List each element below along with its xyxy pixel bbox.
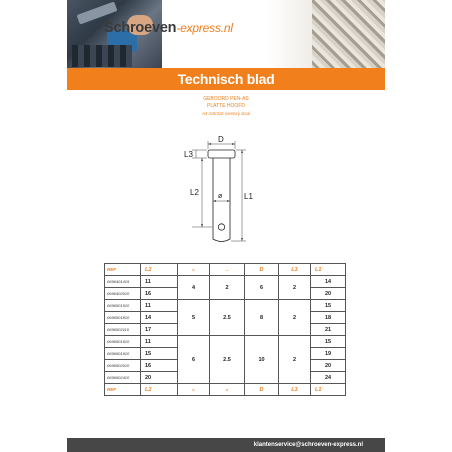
cell-ref: 0696501810 (105, 312, 141, 324)
label-l2: L2 (190, 188, 199, 197)
page-title: Technisch blad (177, 71, 275, 87)
label-phi: ø (218, 193, 223, 200)
cell-d: 6 (245, 276, 279, 300)
cell-l2: 11 (141, 300, 178, 312)
header-dash: — (210, 264, 245, 276)
cell-ref: 0696601910 (105, 348, 141, 360)
header-l2: L2 (141, 264, 178, 276)
cell-l1: 20 (311, 360, 346, 372)
cell-ref: 0696402010 (105, 288, 141, 300)
contact-email[interactable]: klantenservice@schroeven-express.nl (253, 442, 363, 448)
footer-l1: L1 (311, 384, 346, 396)
cell-l2: 15 (141, 348, 178, 360)
header-l1: L1 (311, 264, 346, 276)
cell-l1: 20 (311, 288, 346, 300)
footer-l2: L2 (141, 384, 178, 396)
screws-photo (312, 0, 385, 70)
cell-ref: 0696401415 (105, 276, 141, 288)
table-row (105, 336, 346, 348)
brand-main: Schroeven (104, 20, 177, 36)
table-header-row (105, 264, 346, 276)
cell-l2: 14 (141, 312, 178, 324)
cell-phi: 4 (178, 276, 210, 300)
footer-bar (67, 438, 385, 452)
technical-drawing (170, 133, 280, 245)
cell-l2: 17 (141, 324, 178, 336)
cell-l2: 11 (141, 336, 178, 348)
cell-ref: 0696501510 (105, 300, 141, 312)
cell-l1: 18 (311, 312, 346, 324)
cell-dash: 2 (210, 276, 245, 300)
label-l3: L3 (184, 150, 193, 159)
footer-phi2: ø (210, 384, 245, 396)
footer-l3: L3 (279, 384, 311, 396)
pin-head (208, 150, 235, 158)
product-name-line1: GEBOORD PEN-AS (203, 96, 249, 102)
header-l3: L3 (279, 264, 311, 276)
brand-accent: -express.nl (176, 21, 233, 35)
product-name-line2: PLATTE HOOFD (207, 103, 245, 109)
pin-hole (218, 224, 224, 230)
cell-l1: 19 (311, 348, 346, 360)
material-line: A4 AISI316 roestvrij staal (201, 111, 251, 116)
header-d: D (245, 264, 279, 276)
cell-phi: 5 (178, 300, 210, 336)
cell-l1: 14 (311, 276, 346, 288)
spec-table (104, 263, 346, 396)
cell-ref: 0696601510 (105, 336, 141, 348)
cell-d: 10 (245, 336, 279, 384)
cell-l2: 11 (141, 276, 178, 288)
cell-l1: 15 (311, 300, 346, 312)
header-phi: ø (178, 264, 210, 276)
cell-l2: 16 (141, 360, 178, 372)
cell-ref: 0696502110 (105, 324, 141, 336)
cell-l3: 2 (279, 300, 311, 336)
brand-logo[interactable] (104, 20, 233, 36)
label-d: D (218, 135, 224, 144)
cell-l3: 2 (279, 336, 311, 384)
table-row (105, 276, 346, 288)
table-footer-row (105, 384, 346, 396)
cell-l1: 21 (311, 324, 346, 336)
cell-ref: 0696602410 (105, 372, 141, 384)
cell-phi: 6 (178, 336, 210, 384)
footer-phi: ø (178, 384, 210, 396)
cell-dash: 2.5 (210, 336, 245, 384)
cell-l3: 2 (279, 276, 311, 300)
cell-l1: 15 (311, 336, 346, 348)
cell-dash: 2.5 (210, 300, 245, 336)
cell-l2: 20 (141, 372, 178, 384)
cell-l2: 16 (141, 288, 178, 300)
title-bar (67, 68, 385, 90)
table-row (105, 300, 346, 312)
header-ref: REF (105, 264, 141, 276)
footer-d: D (245, 384, 279, 396)
cell-d: 8 (245, 300, 279, 336)
label-l1: L1 (244, 192, 253, 201)
footer-ref: REF (105, 384, 141, 396)
cell-l1: 24 (311, 372, 346, 384)
cell-ref: 0696602010 (105, 360, 141, 372)
